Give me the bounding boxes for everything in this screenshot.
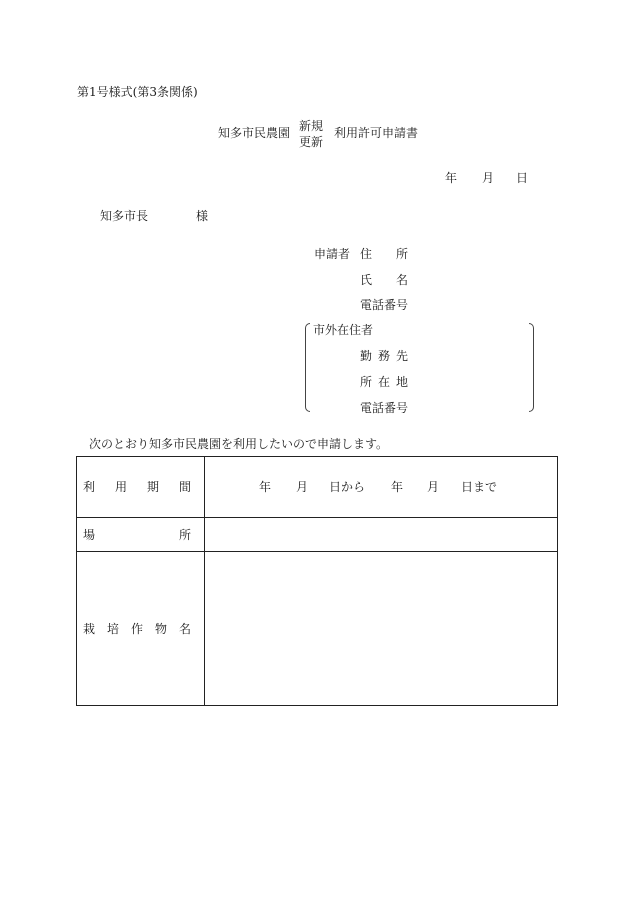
label-char: 間 bbox=[178, 480, 191, 494]
period-from-year: 年 bbox=[259, 480, 272, 494]
label-char: 名 bbox=[178, 621, 191, 636]
workplace-location-label bbox=[360, 375, 408, 389]
label-char: 地 bbox=[395, 375, 408, 389]
place-label-cell bbox=[77, 518, 205, 552]
crop-row bbox=[77, 552, 558, 706]
non-resident-label: 市外在住者 bbox=[313, 323, 374, 337]
place-row bbox=[77, 518, 558, 552]
workplace-phone-label: 電話番号 bbox=[360, 401, 409, 415]
applicant-name-label bbox=[360, 273, 408, 287]
period-to-month: 月 bbox=[427, 480, 440, 494]
applicant-label: 申請者 bbox=[314, 247, 351, 261]
label-char: 期 bbox=[146, 480, 159, 494]
date-day-label: 日 bbox=[516, 171, 529, 185]
label-char: 所 bbox=[395, 247, 408, 261]
date-month-label: 月 bbox=[482, 171, 495, 185]
addressee-honorific: 様 bbox=[196, 209, 209, 223]
period-value-cell bbox=[205, 457, 558, 518]
period-to-year: 年 bbox=[391, 480, 404, 494]
label-char: 務 bbox=[377, 349, 390, 363]
label-char: 氏 bbox=[360, 273, 373, 287]
label-char: 所 bbox=[178, 527, 191, 542]
date-year-label: 年 bbox=[445, 171, 458, 185]
label-char: 在 bbox=[377, 375, 390, 389]
period-from-month: 月 bbox=[296, 480, 309, 494]
label-char: 住 bbox=[360, 247, 373, 261]
non-resident-bracket-right bbox=[529, 323, 534, 412]
label-char: 用 bbox=[114, 480, 127, 494]
place-value-cell bbox=[205, 518, 558, 552]
label-char: 先 bbox=[395, 349, 408, 363]
application-table bbox=[76, 456, 558, 706]
place-label bbox=[83, 528, 191, 542]
applicant-phone-label: 電話番号 bbox=[360, 298, 409, 312]
period-row bbox=[77, 457, 558, 518]
label-char: 場 bbox=[83, 527, 96, 542]
title-option-renew: 更新 bbox=[299, 135, 324, 149]
period-to-day: 日まで bbox=[461, 480, 498, 494]
non-resident-bracket-left bbox=[305, 323, 310, 412]
label-char: 培 bbox=[106, 621, 119, 636]
label-char: 作 bbox=[130, 621, 143, 636]
addressee-name: 知多市長 bbox=[100, 209, 149, 223]
period-from-day: 日から bbox=[329, 480, 366, 494]
label-char: 勤 bbox=[360, 349, 373, 363]
period-label-cell bbox=[77, 457, 205, 518]
form-number: 第1号様式(第3条関係) bbox=[77, 85, 198, 99]
crop-label-cell bbox=[77, 552, 205, 706]
label-char: 利 bbox=[83, 480, 96, 494]
applicant-address-label bbox=[360, 247, 408, 261]
intro-sentence: 次のとおり知多市民農園を利用したいので申請します。 bbox=[89, 437, 389, 451]
workplace-label bbox=[360, 349, 408, 363]
period-value bbox=[205, 480, 557, 494]
label-char: 栽 bbox=[83, 621, 96, 636]
title-option-new: 新規 bbox=[299, 119, 324, 133]
period-label bbox=[83, 480, 191, 494]
title-suffix: 利用許可申請書 bbox=[334, 126, 419, 140]
crop-label bbox=[83, 622, 191, 636]
label-char: 名 bbox=[395, 273, 408, 287]
title-prefix: 知多市民農園 bbox=[218, 126, 291, 140]
label-char: 物 bbox=[154, 621, 167, 636]
label-char: 所 bbox=[360, 375, 373, 389]
crop-value-cell bbox=[205, 552, 558, 706]
